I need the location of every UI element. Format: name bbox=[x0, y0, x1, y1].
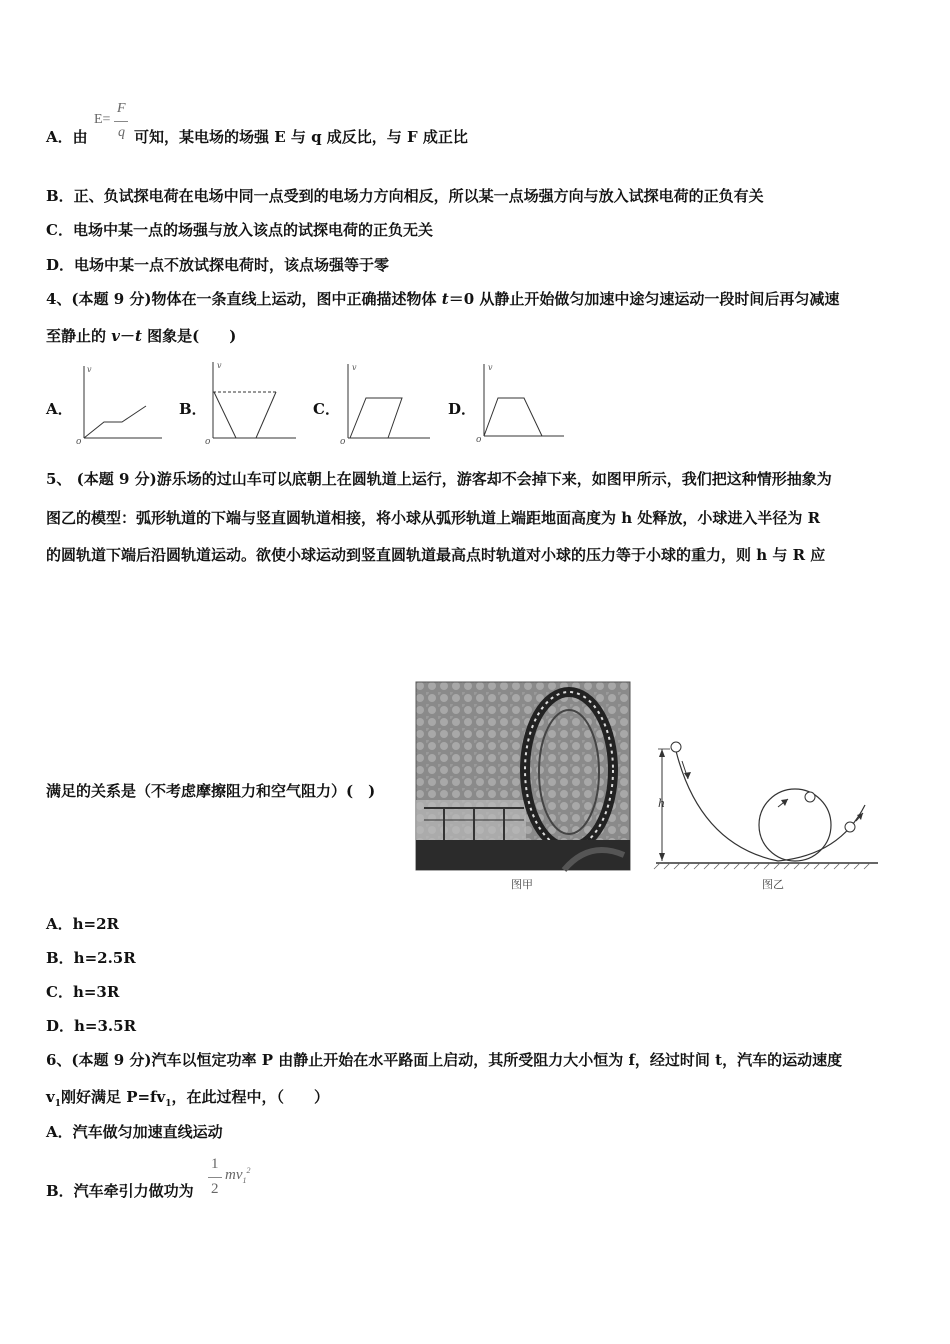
axis-v-label: v bbox=[352, 363, 357, 372]
q3-option-b: B．正、负试探电荷在电场中同一点受到的电场力方向相反，所以某一点场强方向与放入试探电荷的正负有关 bbox=[46, 187, 764, 205]
q6-stem-line1: 6、(本题 9 分)汽车以恒定功率 P 由静止开始在水平路面上启动，其所受阻力大小恒为 f，经过时间 t，汽车的运动速度 bbox=[46, 1051, 843, 1069]
q6-fraction-numerator: 1 bbox=[211, 1156, 219, 1172]
q3-option-a-suffix: 可知，某电场的场强 E 与 q 成反比，与 F 成正比 bbox=[134, 128, 468, 146]
q6-expression: $mv_1^2$ bbox=[225, 1166, 251, 1185]
q5-option-c: C．h=3R bbox=[46, 983, 120, 1001]
q3-formula-numerator: F bbox=[117, 101, 126, 116]
q3-fraction-bar bbox=[114, 121, 128, 122]
q3-option-a: A．由 bbox=[46, 128, 88, 146]
q3-formula-lhs: E= bbox=[94, 112, 111, 127]
q4-graph-d bbox=[474, 360, 568, 446]
axis-v-label: v bbox=[217, 361, 222, 370]
axis-origin-label: o bbox=[76, 437, 82, 446]
q4-option-b-label: B． bbox=[179, 400, 207, 418]
q4-stem-line2: 至静止的 v－t 图象是( ) bbox=[46, 327, 237, 345]
q6-option-b: B．汽车牵引力做功为 bbox=[46, 1182, 194, 1200]
loop-track-diagram bbox=[650, 735, 882, 875]
q5-option-d: D．h=3.5R bbox=[46, 1017, 137, 1035]
axis-origin-label: o bbox=[205, 437, 211, 446]
q5-stem-line2: 图乙的模型：弧形轨道的下端与竖直圆轨道相接，将小球从弧形轨道上端距地面高度为 h 处释放，小球进入半径为 R bbox=[46, 509, 821, 527]
q6-stem-line2: $v_1$刚好满足 $P=fv_1$，在此过程中，（ ） bbox=[46, 1088, 330, 1109]
q4-graph-c bbox=[338, 360, 432, 446]
q4-stem-line1: 4、(本题 9 分)物体在一条直线上运动，图中正确描述物体 t＝0 从静止开始做匀加速中途匀速运动一段时间后再匀减速 bbox=[46, 290, 840, 308]
q6-fraction-denominator: 2 bbox=[211, 1181, 219, 1197]
q6-fraction-bar bbox=[208, 1177, 222, 1178]
q3-option-c: C．电场中某一点的场强与放入该点的试探电荷的正负无关 bbox=[46, 221, 433, 239]
axis-origin-label: o bbox=[476, 435, 482, 445]
q5-stem-line1: 5、 (本题 9 分)游乐场的过山车可以底朝上在圆轨道上运行，游客却不会掉下来，如图甲所示，我们把这种情形抽象为 bbox=[46, 470, 832, 488]
roller-coaster-photo bbox=[414, 680, 632, 872]
height-label: h bbox=[658, 797, 666, 810]
q4-graph-b bbox=[204, 358, 298, 446]
q4-option-d-label: D． bbox=[448, 400, 477, 418]
axis-origin-label: o bbox=[340, 437, 346, 446]
q4-graph-a bbox=[74, 362, 166, 446]
q4-option-c-label: C． bbox=[313, 400, 340, 418]
q5-option-a: A．h=2R bbox=[46, 915, 120, 933]
axis-v-label: v bbox=[488, 363, 493, 372]
q4-option-a-label: A． bbox=[46, 400, 73, 418]
figure-b-caption: 图乙 bbox=[762, 878, 784, 891]
q3-formula-denominator: q bbox=[118, 125, 125, 140]
q5-stem-line3: 的圆轨道下端后沿圆轨道运动。欲使小球运动到竖直圆轨道最高点时轨道对小球的压力等于小球的重力，则 h 与 R 应 bbox=[46, 546, 826, 564]
q3-option-d: D．电场中某一点不放试探电荷时，该点场强等于零 bbox=[46, 256, 390, 274]
q5-option-b: B．h=2.5R bbox=[46, 949, 136, 967]
axis-v-label: v bbox=[87, 365, 92, 374]
q6-option-a: A．汽车做匀加速直线运动 bbox=[46, 1123, 223, 1141]
figure-a-caption: 图甲 bbox=[511, 878, 533, 891]
q5-stem-line4: 满足的关系是（不考虑摩擦阻力和空气阻力）( ) bbox=[46, 782, 376, 800]
